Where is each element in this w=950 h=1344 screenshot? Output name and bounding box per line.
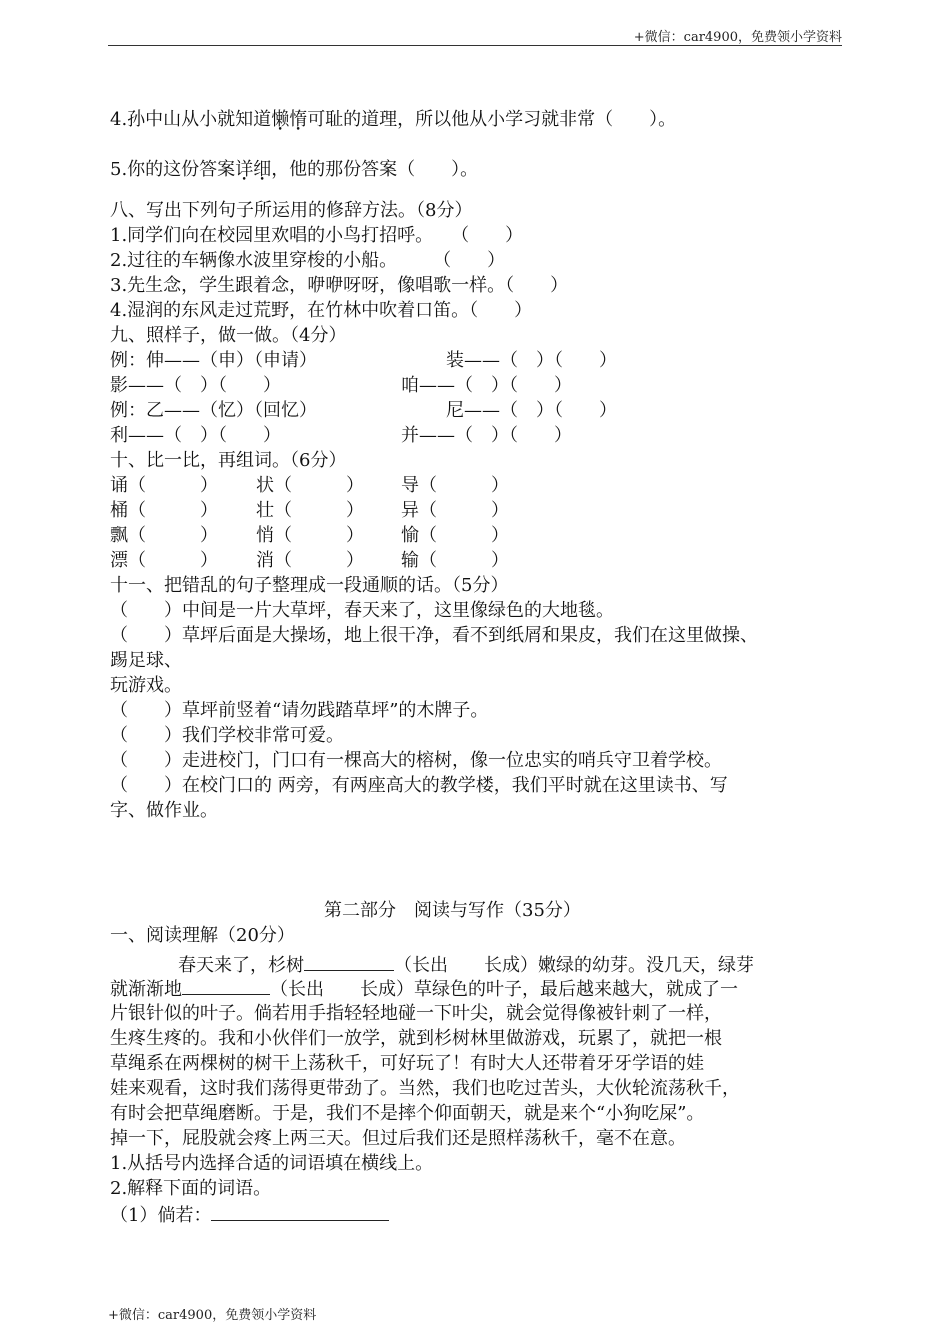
compare-cell: 漂（ ） [110, 550, 218, 571]
question-line: 2.解释下面的词语。 [110, 1178, 272, 1199]
fill-blank-1[interactable] [304, 953, 394, 971]
passage-line [110, 977, 738, 1002]
section-8-item: 1.同学们向在校园里欢唱的小鸟打招呼。 （ ） [110, 225, 524, 246]
q4-text-after: 可耻的道理，所以他从小学习就非常（ ）。 [307, 109, 677, 130]
section-8-title: 八、写出下列句子所运用的修辞方法。（8分） [110, 200, 473, 221]
section-8-item: 3.先生念，学生跟着念，咿咿呀呀，像唱歌一样。（ ） [110, 275, 569, 296]
passage-text: 就渐渐地 [110, 979, 182, 1000]
compare-cell: 导（ ） [401, 475, 509, 496]
page-footer: +微信：car4900，免费领小学资料 [108, 1308, 317, 1323]
compare-cell: 悄（ ） [256, 525, 364, 546]
compare-cell: 异（ ） [401, 500, 509, 521]
page-header: +微信：car4900，免费领小学资料 [633, 30, 842, 45]
section-9-row-left: 影——（ ）（ ） [110, 375, 281, 396]
compare-cell: 状（ ） [256, 475, 364, 496]
part-2-heading: 第二部分 阅读与写作（35分） [324, 900, 581, 921]
reorder-line: 踢足球、 [110, 650, 182, 671]
sub-question-label: （1）倘若： [110, 1205, 212, 1226]
compare-cell: 消（ ） [256, 550, 364, 571]
compare-cell: 桶（ ） [110, 500, 218, 521]
section-9-row-left: 例：伸——（申）（申请） [110, 350, 317, 371]
reorder-line: （ ）在校门口的 两旁，有两座高大的教学楼，我们平时就在这里读书、写 [110, 775, 728, 796]
reading-title: 一、阅读理解（20分） [110, 925, 295, 946]
q4-dotted-char: 惰 [289, 109, 308, 130]
sub-question [110, 1203, 389, 1228]
compare-cell: 输（ ） [401, 550, 509, 571]
section-10-title: 十、比一比，再组词。（6分） [110, 450, 347, 471]
reorder-line: 字、做作业。 [110, 800, 218, 821]
section-9-title: 九、照样子，做一做。（4分） [110, 325, 347, 346]
compare-cell: 愉（ ） [401, 525, 509, 546]
fill-blank-2[interactable] [182, 977, 270, 995]
section-9-row-right: 装——（ ）（ ） [446, 350, 617, 371]
reorder-line: （ ）草坪后面是大操场，地上很干净，看不到纸屑和果皮，我们在这里做操、 [110, 625, 758, 646]
passage-line: 娃来观看，这时我们荡得更带劲了。当然，我们也吃过苦头，大伙轮流荡秋千， [110, 1078, 740, 1099]
passage-text: 春天来了，杉树 [178, 955, 304, 976]
question-line: 1.从括号内选择合适的词语填在横线上。 [110, 1153, 434, 1174]
section-9-row-left: 例：乙——（忆）（回忆） [110, 400, 317, 421]
reorder-line: （ ）我们学校非常可爱。 [110, 725, 344, 746]
reorder-line: （ ）走进校门，门口有一棵高大的榕树，像一位忠实的哨兵守卫着学校。 [110, 750, 722, 771]
passage-line: 生疼生疼的。我和小伙伴们一放学，就到杉树林里做游戏，玩累了，就把一根 [110, 1028, 722, 1049]
reorder-line: 玩游戏。 [110, 675, 182, 696]
section-8-item: 4.湿润的东风走过荒野，在竹林中吹着口笛。（ ） [110, 300, 533, 321]
answer-blank[interactable] [211, 1203, 389, 1221]
passage-line [110, 953, 754, 978]
q5-text-before: 5.你的这份答案 [110, 159, 236, 180]
q5-text-after: ，他的那份答案（ ）。 [271, 159, 479, 180]
passage-line: 有时会把草绳磨断。于是，我们不是摔个仰面朝天，就是来个“小狗吃屎”。 [110, 1103, 705, 1124]
q5-dotted-char: 详 [235, 159, 254, 180]
q4-text-before: 4.孙中山从小就知道 [110, 109, 272, 130]
section-9-row-right: 并——（ ）（ ） [401, 425, 572, 446]
q4-dotted-char: 懒 [271, 109, 290, 130]
header-divider [108, 45, 842, 46]
question-5 [110, 158, 478, 182]
q5-dotted-char: 细 [253, 159, 272, 180]
compare-cell: 壮（ ） [256, 500, 364, 521]
compare-cell: 诵（ ） [110, 475, 218, 496]
passage-text: （长出 长成）草绿色的叶子，最后越来越大，就成了一 [270, 979, 738, 1000]
passage-line: 草绳系在两棵树的树干上荡秋千，可好玩了！有时大人还带着牙牙学语的娃 [110, 1053, 704, 1074]
section-9-row-right: 咱——（ ）（ ） [401, 375, 572, 396]
passage-text: （长出 长成）嫩绿的幼芽。没几天，绿芽 [394, 955, 754, 976]
reorder-line: （ ）中间是一片大草坪，春天来了，这里像绿色的大地毯。 [110, 600, 614, 621]
section-8-item: 2.过往的车辆像水波里穿梭的小船。 （ ） [110, 250, 506, 271]
passage-line: 片银针似的叶子。倘若用手指轻轻地碰一下叶尖，就会觉得像被针刺了一样， [110, 1003, 722, 1024]
compare-cell: 飘（ ） [110, 525, 218, 546]
section-9-row-left: 利——（ ）（ ） [110, 425, 281, 446]
section-9-row-right: 尼——（ ）（ ） [446, 400, 617, 421]
section-11-title: 十一、把错乱的句子整理成一段通顺的话。（5分） [110, 575, 509, 596]
passage-line: 掉一下，屁股就会疼上两三天。但过后我们还是照样荡秋千，毫不在意。 [110, 1128, 686, 1149]
question-4 [110, 108, 676, 132]
reorder-line: （ ）草坪前竖着“请勿践踏草坪”的木牌子。 [110, 700, 489, 721]
